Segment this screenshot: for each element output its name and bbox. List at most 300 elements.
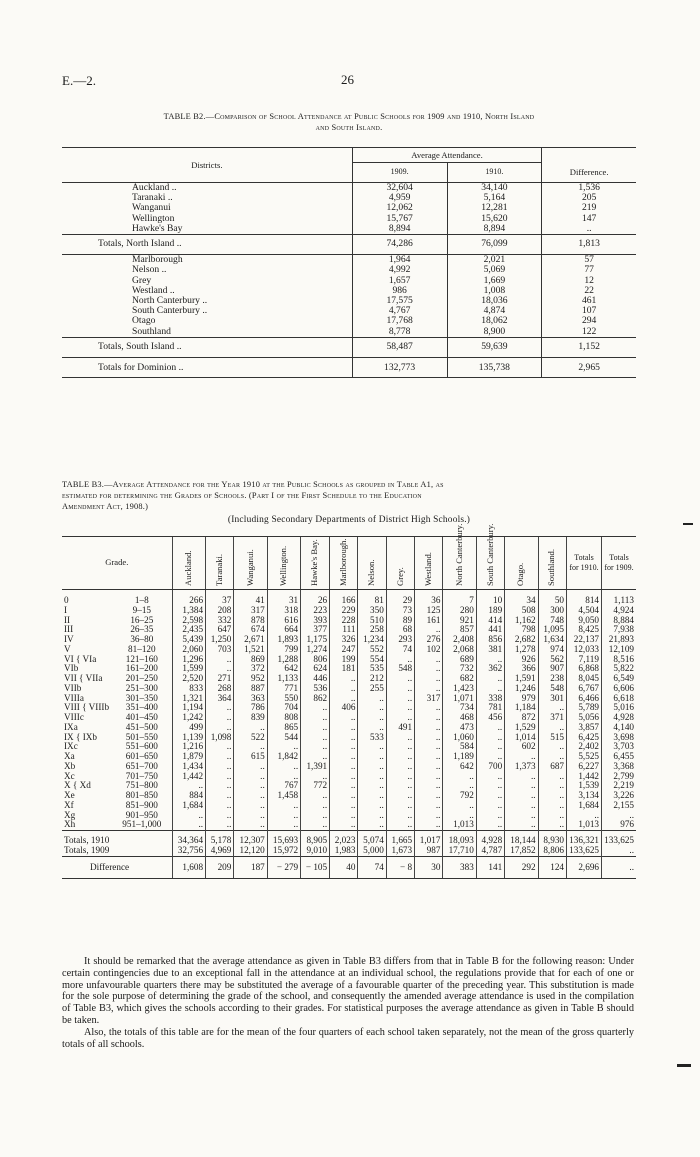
b3-header-district — [476, 523, 504, 590]
b3-range-label: 1–8 — [134, 595, 149, 605]
b3-value-cell: .. — [386, 694, 414, 704]
b3-value-cell: 1,373 — [505, 762, 538, 772]
b3-value-cell: .. — [301, 742, 330, 752]
b3-value-cell: 1,246 — [505, 684, 538, 694]
b2-value-cell: 15,620 — [447, 214, 542, 224]
b3-value-cell: .. — [386, 684, 414, 694]
b3-value-cell: 2,598 — [172, 616, 205, 626]
b3-header-totals-1909: Totals for 1909. — [602, 537, 637, 590]
b3-value-cell: .. — [415, 664, 443, 674]
b3-value-cell: .. — [267, 801, 300, 811]
b3-value-cell: 584 — [443, 742, 476, 752]
b3-value-cell: 1,234 — [358, 635, 386, 645]
b2-value-cell: 4,959 — [352, 193, 447, 203]
b2-value-cell: 461 — [542, 296, 636, 306]
b3-header-district — [386, 537, 414, 590]
b2-south-total-1910: 59,639 — [447, 342, 542, 352]
b2-value-cell: 17,768 — [352, 316, 447, 326]
b2-district-name: Nelson .. — [132, 264, 167, 276]
b3-value-cell: 2,155 — [602, 801, 637, 811]
b2-district-name: South Canterbury .. — [132, 305, 208, 317]
b3-value-cell: .. — [505, 791, 538, 801]
table-b3-caption — [62, 479, 636, 526]
b2-district-name: Southland — [132, 325, 171, 337]
b3-value-cell: .. — [415, 781, 443, 791]
b2-value-cell: 147 — [542, 214, 636, 224]
b3-value-cell: 1,879 — [172, 752, 205, 762]
b3-summary-cell: 8,806 — [538, 846, 566, 856]
b3-value-cell: .. — [358, 713, 386, 723]
b3-value-cell: 664 — [267, 625, 300, 635]
b3-value-cell: .. — [415, 811, 443, 821]
b3-value-cell: 166 — [330, 590, 358, 606]
b3-value-cell: .. — [443, 772, 476, 782]
b3-grade-label: VII { VIIa — [64, 673, 103, 683]
b2-district-name: Marlborough — [132, 254, 183, 266]
b3-value-cell: 268 — [206, 684, 234, 694]
b3-value-cell: .. — [386, 820, 414, 830]
b3-value-cell: 642 — [443, 762, 476, 772]
b3-value-cell: 1,521 — [234, 645, 267, 655]
b3-value-cell: .. — [538, 820, 566, 830]
table-b3-subcaption: (Including Secondary Departments of District High Schools.) — [227, 515, 471, 525]
b3-value-cell: 8,884 — [602, 616, 637, 626]
b3-value-cell: .. — [386, 781, 414, 791]
b3-value-cell: 223 — [301, 606, 330, 616]
b3-value-cell: 332 — [206, 616, 234, 626]
b3-value-cell: .. — [358, 801, 386, 811]
b3-value-cell: .. — [415, 801, 443, 811]
b2-value-cell: 8,900 — [447, 327, 542, 338]
b3-value-cell: 3,368 — [602, 762, 637, 772]
b2-district-name: Taranaki .. — [132, 192, 173, 204]
b3-value-cell: .. — [386, 742, 414, 752]
b3-value-cell: .. — [505, 772, 538, 782]
b3-value-cell: 73 — [386, 606, 414, 616]
b3-value-cell: 37 — [206, 590, 234, 606]
table-b3-caption-line2: estimated for determining the Grades of Schools. (Part I of the First Schedule to the Education — [62, 491, 422, 500]
b3-value-cell: 1,250 — [206, 635, 234, 645]
b3-value-cell: .. — [358, 694, 386, 704]
b3-value-cell: 642 — [267, 664, 300, 674]
b3-district-label: Southland. — [546, 549, 557, 587]
b3-value-cell: 508 — [505, 606, 538, 616]
b3-summary-cell: 133,625 — [567, 846, 602, 856]
b3-value-cell: 102 — [415, 645, 443, 655]
b3-value-cell: .. — [301, 801, 330, 811]
b3-summary-cell: 2,696 — [567, 856, 602, 879]
b2-north-total-diff: 1,813 — [542, 239, 636, 249]
b3-range-label: 801–850 — [125, 790, 158, 800]
b3-value-cell: 839 — [234, 713, 267, 723]
b2-value-cell: 8,778 — [352, 327, 447, 338]
b2-north-total-1910: 76,099 — [447, 239, 542, 249]
b3-value-cell: 6,606 — [602, 684, 637, 694]
b3-value-cell: 704 — [267, 703, 300, 713]
b3-value-cell: .. — [505, 752, 538, 762]
b3-value-cell: .. — [234, 811, 267, 821]
b3-range-label: 651–700 — [125, 760, 158, 771]
b3-value-cell: .. — [386, 791, 414, 801]
b3-value-cell: 1,098 — [206, 733, 234, 743]
b3-value-cell: 1,634 — [538, 635, 566, 645]
b3-value-cell: 515 — [538, 733, 566, 743]
b3-summary-cell: 9,010 — [301, 846, 330, 856]
b3-value-cell: 1,423 — [443, 684, 476, 694]
b3-summary-label: Difference — [62, 856, 172, 879]
b3-value-cell: .. — [234, 723, 267, 733]
b3-value-cell: 1,684 — [567, 801, 602, 811]
b3-value-cell: 857 — [443, 625, 476, 635]
b3-value-cell: 5,822 — [602, 664, 637, 674]
b3-value-cell: 533 — [358, 733, 386, 743]
b3-value-cell: .. — [234, 742, 267, 752]
b3-range-label: 501–550 — [125, 731, 158, 742]
b3-summary-cell: 34,364 — [172, 831, 205, 846]
b3-value-cell: .. — [206, 811, 234, 821]
b3-value-cell: 12,033 — [567, 645, 602, 655]
b3-summary-cell: 2,023 — [330, 831, 358, 846]
b3-grade-label: Xb — [64, 760, 76, 771]
b2-south-group — [62, 255, 636, 338]
b3-header-district — [234, 537, 267, 590]
b3-value-cell: 7,119 — [567, 655, 602, 665]
b3-grade-label: V — [64, 643, 71, 654]
b3-value-cell: .. — [476, 752, 504, 762]
b3-value-cell: .. — [206, 713, 234, 723]
b3-value-cell: 293 — [386, 635, 414, 645]
b2-header-1909: 1909. — [352, 163, 447, 183]
b3-summary-cell: 292 — [505, 856, 538, 879]
b3-summary-row — [62, 846, 636, 856]
b2-value-cell: 32,604 — [352, 183, 447, 194]
b3-value-cell: 366 — [505, 664, 538, 674]
b2-south-total-diff: 1,152 — [542, 342, 636, 352]
b3-range-label: 601–650 — [125, 751, 158, 761]
b3-value-cell: 3,226 — [602, 791, 637, 801]
b3-value-cell: 2,402 — [567, 742, 602, 752]
b3-value-cell: 1,194 — [172, 703, 205, 713]
b3-value-cell: .. — [415, 703, 443, 713]
b3-summary-cell: 1,673 — [386, 846, 414, 856]
b3-range-label: 301–350 — [125, 692, 158, 703]
b3-value-cell: 6,466 — [567, 694, 602, 704]
b3-value-cell: .. — [538, 781, 566, 791]
b3-range-label: 901–950 — [125, 809, 158, 820]
b3-value-cell: 10 — [476, 590, 504, 606]
table-b2 — [62, 147, 636, 378]
b3-value-cell: 4,928 — [602, 713, 637, 723]
b3-value-cell: .. — [538, 723, 566, 733]
b2-dominion-total-diff: 2,965 — [542, 363, 636, 378]
b2-value-cell: 57 — [542, 255, 636, 266]
b3-value-cell: 5,439 — [172, 635, 205, 645]
b3-grade-label: I — [64, 604, 68, 615]
b2-district-name: Auckland .. — [132, 182, 177, 193]
b3-summary-cell: 1,983 — [330, 846, 358, 856]
b3-value-cell: 1,175 — [301, 635, 330, 645]
b3-summary-cell: 15,972 — [267, 846, 300, 856]
b3-value-cell: .. — [415, 723, 443, 733]
b3-value-cell: .. — [358, 703, 386, 713]
b3-value-cell: .. — [386, 733, 414, 743]
b3-value-cell: .. — [206, 801, 234, 811]
b3-value-cell: .. — [443, 811, 476, 821]
b2-value-cell: 5,069 — [447, 265, 542, 275]
b3-grade-label: VIIIa — [64, 692, 84, 703]
b3-value-cell: .. — [267, 820, 300, 830]
b3-value-cell: .. — [415, 762, 443, 772]
b2-header-average: Average Attendance. — [352, 148, 542, 163]
b3-summary-cell: 1,608 — [172, 856, 205, 879]
b3-value-cell: 3,703 — [602, 742, 637, 752]
b3-value-cell: 1,893 — [267, 635, 300, 645]
b3-value-cell: 1,458 — [267, 791, 300, 801]
b3-value-cell: 7,938 — [602, 625, 637, 635]
note-paragraph-2: Also, the totals of this table are for the mean of the four quarters of each school taken separately, not the mean of the gross quarterly totals of all schools. — [62, 1026, 634, 1050]
b3-value-cell: .. — [330, 742, 358, 752]
b3-range-label: 201–250 — [125, 673, 158, 683]
b3-value-cell: 1,442 — [567, 772, 602, 782]
b3-value-cell: 29 — [386, 590, 414, 606]
b3-value-cell: 1,442 — [172, 772, 205, 782]
b3-range-label: 551–600 — [125, 741, 158, 752]
b3-value-cell: 703 — [206, 645, 234, 655]
b3-range-label: 9–15 — [132, 604, 151, 615]
b3-value-cell: 3,857 — [567, 723, 602, 733]
b3-value-cell: 4,504 — [567, 606, 602, 616]
b3-value-cell: 1,113 — [602, 590, 637, 606]
b3-value-cell: 1,599 — [172, 664, 205, 674]
b3-value-cell: .. — [206, 791, 234, 801]
b3-value-cell: .. — [567, 811, 602, 821]
b3-grade-label: IX { IXb — [64, 731, 97, 742]
b3-range-label: 26–35 — [130, 624, 154, 635]
b3-value-cell: 833 — [172, 684, 205, 694]
b3-value-cell: 456 — [476, 713, 504, 723]
b2-value-cell: 34,140 — [447, 183, 542, 194]
b3-district-label: Grey. — [394, 567, 405, 587]
b3-value-cell: 189 — [476, 606, 504, 616]
b3-value-cell: 1,014 — [505, 733, 538, 743]
b3-value-cell: 6,618 — [602, 694, 637, 704]
b3-value-cell: 1,133 — [267, 674, 300, 684]
b3-value-cell: 921 — [443, 616, 476, 626]
b3-value-cell: 300 — [538, 606, 566, 616]
b3-summary-cell: 32,756 — [172, 846, 205, 856]
b3-value-cell: .. — [476, 820, 504, 830]
b3-value-cell: 2,060 — [172, 645, 205, 655]
b3-value-cell: 689 — [443, 655, 476, 665]
b3-value-cell: 872 — [505, 713, 538, 723]
b3-summary-cell: 187 — [234, 856, 267, 879]
b3-value-cell: 381 — [476, 645, 504, 655]
b3-range-label: 701–750 — [125, 770, 158, 781]
b3-value-cell: 1,139 — [172, 733, 205, 743]
b3-value-cell: .. — [358, 762, 386, 772]
b3-value-cell: 276 — [415, 635, 443, 645]
b3-value-cell: 5,016 — [602, 703, 637, 713]
b3-value-cell: .. — [358, 791, 386, 801]
b3-summary-cell: − 8 — [386, 856, 414, 879]
b3-grade-label: Xa — [64, 751, 75, 761]
b3-header-district — [206, 537, 234, 590]
b3-value-cell: 865 — [267, 723, 300, 733]
b3-value-cell: 89 — [386, 616, 414, 626]
b3-value-cell: 326 — [330, 635, 358, 645]
b3-value-cell: 228 — [330, 616, 358, 626]
b2-value-cell: 1,657 — [352, 276, 447, 286]
b3-summary-cell: 17,710 — [443, 846, 476, 856]
b3-value-cell: .. — [358, 772, 386, 782]
b3-value-cell: 548 — [386, 664, 414, 674]
b3-value-cell: 1,013 — [567, 820, 602, 830]
b2-north-total-label: Totals, North Island .. — [98, 238, 182, 250]
b3-summary-cell: 5,074 — [358, 831, 386, 846]
b3-value-cell: 238 — [538, 674, 566, 684]
b2-value-cell: 12,281 — [447, 203, 542, 213]
b3-value-cell: 414 — [476, 616, 504, 626]
b3-value-cell: 1,242 — [172, 713, 205, 723]
b3-value-cell: .. — [301, 811, 330, 821]
b3-value-cell: 161 — [415, 616, 443, 626]
b2-total-row — [62, 342, 636, 352]
document-code: E.—2. — [62, 73, 96, 88]
b3-value-cell: .. — [443, 801, 476, 811]
b3-value-cell: .. — [206, 762, 234, 772]
b3-value-cell: .. — [330, 752, 358, 762]
b3-value-cell: .. — [443, 781, 476, 791]
b3-summary-cell: − 279 — [267, 856, 300, 879]
b3-value-cell: .. — [476, 684, 504, 694]
b3-value-cell: 2,799 — [602, 772, 637, 782]
b2-value-cell: 1,669 — [447, 276, 542, 286]
b3-value-cell: 5,056 — [567, 713, 602, 723]
b3-value-cell: .. — [330, 674, 358, 684]
b2-value-cell: 1,008 — [447, 286, 542, 296]
b3-value-cell: 1,216 — [172, 742, 205, 752]
b3-summary-row — [62, 856, 636, 879]
b3-value-cell: .. — [330, 723, 358, 733]
b3-value-cell: 562 — [538, 655, 566, 665]
b2-dominion-total-1910: 135,738 — [447, 363, 542, 378]
b3-value-cell: .. — [358, 820, 386, 830]
b3-value-cell: 491 — [386, 723, 414, 733]
b3-header-totals-1910: Totals for 1910. — [567, 537, 602, 590]
b3-value-cell: .. — [415, 772, 443, 782]
b3-value-cell: 647 — [206, 625, 234, 635]
b3-summary-cell: 124 — [538, 856, 566, 879]
b3-value-cell: 212 — [358, 674, 386, 684]
b3-grade-label: IXa — [64, 721, 78, 732]
b3-header-grade: Grade. — [62, 537, 172, 590]
b3-district-label: Westland. — [422, 552, 433, 587]
b3-value-cell: 3,698 — [602, 733, 637, 743]
b3-value-cell: 50 — [538, 590, 566, 606]
b3-value-cell: 1,591 — [505, 674, 538, 684]
b3-value-cell: 258 — [358, 625, 386, 635]
table-b3-caption-line1: TABLE B3.—Average Attendance for the Year 1910 at the Public Schools as grouped in Table A1, as — [62, 480, 444, 489]
b3-range-label: 121–160 — [125, 653, 158, 664]
b2-total-row — [62, 363, 636, 378]
b3-value-cell: .. — [476, 791, 504, 801]
table-b3-caption-line3: Amendment Act, 1908.) — [62, 502, 149, 511]
b3-value-cell: .. — [330, 820, 358, 830]
b2-value-cell: 18,036 — [447, 296, 542, 306]
b3-value-cell: 393 — [301, 616, 330, 626]
b2-value-cell: 107 — [542, 306, 636, 316]
b2-header-districts: Districts. — [62, 148, 352, 183]
b3-value-cell: 22,137 — [567, 635, 602, 645]
b3-value-cell: .. — [476, 772, 504, 782]
b3-range-label: 401–450 — [125, 712, 158, 722]
b3-value-cell: 976 — [602, 820, 637, 830]
b3-value-cell: .. — [386, 713, 414, 723]
b3-header-district — [358, 537, 386, 590]
b3-value-cell: .. — [301, 733, 330, 743]
b3-value-cell: 6,767 — [567, 684, 602, 694]
b3-summary-cell: 30 — [415, 856, 443, 879]
b3-value-cell: 6,425 — [567, 733, 602, 743]
b3-summary-cell: .. — [602, 856, 637, 879]
b3-value-cell: 907 — [538, 664, 566, 674]
b3-value-cell: .. — [476, 742, 504, 752]
b3-value-cell: 111 — [330, 625, 358, 635]
table-b3 — [62, 523, 636, 879]
b3-grade-label: IXc — [64, 741, 78, 752]
b3-value-cell: .. — [358, 742, 386, 752]
b3-value-cell: 34 — [505, 590, 538, 606]
b3-value-cell: 338 — [476, 694, 504, 704]
b3-value-cell: 2,682 — [505, 635, 538, 645]
b3-value-cell: .. — [358, 723, 386, 733]
b3-value-cell: .. — [538, 791, 566, 801]
b3-value-cell: 31 — [267, 590, 300, 606]
b3-summary-cell: 17,852 — [505, 846, 538, 856]
b3-value-cell: 2,671 — [234, 635, 267, 645]
b2-district-name: Wellington — [132, 212, 175, 224]
b3-value-cell: 732 — [443, 664, 476, 674]
b2-value-cell: 2,021 — [447, 255, 542, 266]
b3-value-cell: 199 — [330, 655, 358, 665]
b3-value-cell: .. — [538, 772, 566, 782]
b2-district-name: Westland .. — [132, 284, 175, 296]
b3-header-district — [267, 537, 300, 590]
b3-value-cell: .. — [267, 742, 300, 752]
b3-value-cell: .. — [415, 625, 443, 635]
b3-value-cell: 2,520 — [172, 674, 205, 684]
b2-district-row — [62, 327, 636, 338]
b3-value-cell: 21,893 — [602, 635, 637, 645]
b3-summary-cell: 12,307 — [234, 831, 267, 846]
b3-value-cell: 4,140 — [602, 723, 637, 733]
b3-grade-row — [62, 820, 636, 830]
b3-summary-label: Totals, 1910 — [62, 831, 172, 846]
b3-value-cell: 229 — [330, 606, 358, 616]
b2-district-name: Otago — [132, 315, 156, 327]
b3-value-cell: 1,684 — [172, 801, 205, 811]
b3-value-cell: 81 — [358, 590, 386, 606]
b3-value-cell: .. — [301, 772, 330, 782]
b3-district-label: Otago. — [515, 563, 526, 587]
b3-value-cell: 552 — [358, 645, 386, 655]
b3-range-label: 16–25 — [130, 614, 154, 625]
b3-summary-cell: 141 — [476, 856, 504, 879]
b3-grade-label: Xf — [64, 799, 74, 810]
b2-value-cell: 18,062 — [447, 316, 542, 326]
b2-value-cell: 22 — [542, 286, 636, 296]
b3-value-cell: .. — [330, 694, 358, 704]
